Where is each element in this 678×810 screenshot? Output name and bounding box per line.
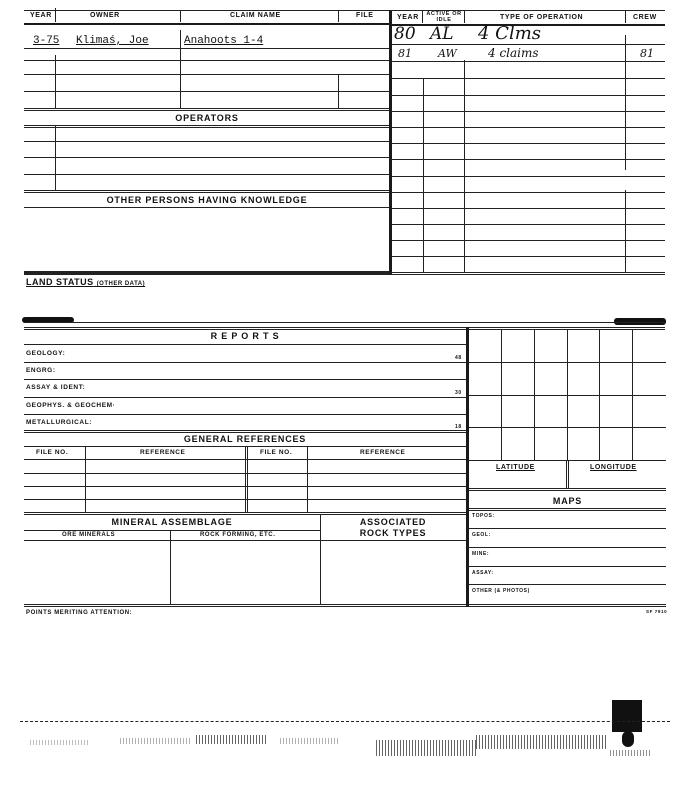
ref-header-file-no-2: FILE NO. (260, 449, 293, 456)
report-assay-num: 30 (455, 390, 462, 396)
activity-year-1: 80 (394, 24, 416, 44)
report-assay: ASSAY & IDENT: (26, 384, 86, 391)
latitude-label: LATITUDE (496, 464, 535, 471)
ref-header-file-no-1: FILE NO. (36, 449, 69, 456)
claim-name: Anahoots 1-4 (184, 35, 264, 47)
map-other-photos: OTHER (& PHOTOS) (472, 588, 530, 594)
ref-header-reference-2: REFERENCE (360, 449, 406, 456)
activity-year-2: 81 (398, 47, 412, 60)
mineral-assemblage-title: MINERAL ASSEMBLAGE (111, 517, 233, 527)
rock-forming-header: ROCK FORMING, ETC. (200, 532, 276, 538)
land-status-title: LAND STATUS (26, 277, 94, 287)
header-activity-year: YEAR (397, 14, 419, 21)
reports-title: R E P O R T S (210, 331, 280, 341)
activity-status-1: AL (430, 24, 454, 44)
activity-status-2: AW (438, 47, 457, 60)
associated-rock-types-line2: ROCK TYPES (359, 528, 427, 538)
header-file: FILE (356, 12, 374, 19)
activity-crew-2: 81 (640, 47, 654, 60)
map-geol: GEOL: (472, 532, 491, 538)
header-type-of-operation: TYPE OF OPERATION (500, 14, 584, 21)
operators-title: OPERATORS (175, 113, 239, 123)
maps-title: MAPS (552, 496, 583, 506)
other-persons-title: OTHER PERSONS HAVING KNOWLEDGE (106, 195, 308, 205)
activity-operation-1: 4 Clms (478, 23, 542, 44)
associated-rock-types-line1: ASSOCIATED (359, 517, 427, 527)
report-metallurgical-num: 18 (455, 424, 462, 430)
ore-minerals-header: ORE MINERALS (62, 532, 116, 538)
activity-operation-2: 4 claims (488, 46, 539, 60)
header-claim-name: CLAIM NAME (230, 12, 281, 19)
form-code: SF 7910 (646, 609, 668, 614)
general-references-title: GENERAL REFERENCES (183, 434, 307, 444)
header-year: YEAR (30, 12, 52, 19)
map-assay: ASSAY: (472, 570, 494, 576)
header-active-or-idle: ACTIVE OR IDLE (426, 11, 462, 23)
report-geology-num: 48 (455, 355, 462, 361)
longitude-label: LONGITUDE (590, 464, 637, 471)
header-crew: CREW (633, 14, 657, 21)
map-mine: MINE: (472, 551, 490, 557)
ref-header-reference-1: REFERENCE (140, 449, 186, 456)
report-geophys: GEOPHYS. & GEOCHEM· (26, 402, 116, 409)
report-engrg: ENGRG: (26, 367, 56, 374)
report-metallurgical: METALLURGICAL: (26, 419, 93, 426)
owner-name: Klimaś, Joe (76, 35, 149, 47)
map-topos: TOPOS: (472, 513, 495, 519)
report-geology: GEOLOGY: (26, 350, 66, 357)
land-status-subtitle: (OTHER DATA) (96, 281, 146, 287)
points-meriting-attention: POINTS MERITING ATTENTION: (26, 610, 133, 616)
owner-year: 3-75 (33, 35, 60, 47)
header-owner: OWNER (90, 12, 120, 19)
